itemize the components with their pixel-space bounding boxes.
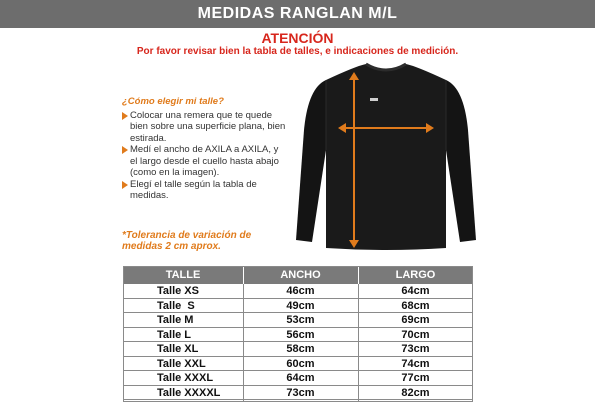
- length-cell: 70cm: [401, 328, 430, 341]
- column-divider: [358, 284, 359, 402]
- column-header-talle: TALLE: [165, 269, 201, 281]
- table-row: [123, 328, 473, 343]
- page-title: MEDIDAS RANGLAN M/L: [0, 0, 595, 28]
- size-cell: Talle XXXXL: [157, 386, 221, 399]
- column-divider: [243, 284, 244, 402]
- arrow-right-icon: [122, 112, 128, 120]
- width-cell: 53cm: [286, 314, 315, 326]
- length-cell: 69cm: [401, 314, 430, 326]
- size-cell: Talle S: [157, 299, 195, 312]
- size-cell: Talle M: [157, 314, 194, 326]
- tolerance-note: *Tolerancia de variación de medidas 2 cm aprox.: [122, 230, 252, 252]
- instruction-step: [122, 179, 287, 202]
- size-cell: Talle XL: [157, 343, 199, 355]
- size-cell: Talle L: [157, 328, 192, 341]
- size-table: [123, 266, 473, 400]
- width-cell: 49cm: [286, 299, 315, 312]
- table-row: [123, 371, 473, 386]
- header-divider: [358, 266, 359, 284]
- table-row: [123, 299, 473, 314]
- size-guide-instructions: [122, 96, 287, 202]
- length-cell: 68cm: [401, 299, 430, 312]
- instructions-title: ¿Cómo elegir mi talle?: [122, 96, 224, 107]
- table-row: [123, 313, 473, 328]
- size-cell: Talle XS: [157, 285, 199, 297]
- length-cell: 82cm: [401, 386, 430, 399]
- instruction-text: Medí el ancho de AXILA a AXILA, y el largo desde el cuello hasta abajo (como en la imagen).: [130, 144, 279, 178]
- attention-subtitle: Por favor revisar bien la tabla de talles, e indicaciones de medición.: [136, 46, 459, 57]
- table-header: [123, 266, 473, 284]
- length-cell: 73cm: [401, 343, 430, 355]
- arrow-right-icon: [122, 181, 128, 189]
- width-cell: 58cm: [286, 343, 315, 355]
- width-cell: 46cm: [286, 285, 315, 297]
- width-cell: 73cm: [286, 386, 315, 399]
- arrow-right-icon: [122, 146, 128, 154]
- size-cell: Talle XXXL: [157, 372, 214, 384]
- length-cell: 74cm: [401, 357, 430, 370]
- table-row: [123, 386, 473, 401]
- header-divider: [243, 266, 244, 284]
- length-cell: 77cm: [401, 372, 430, 384]
- length-cell: 64cm: [401, 285, 430, 297]
- instruction-text: Elegí el talle según la tabla de medidas.: [130, 178, 257, 201]
- size-cell: Talle XXL: [157, 357, 206, 370]
- column-header-largo: LARGO: [395, 269, 436, 281]
- instruction-step: [122, 144, 287, 179]
- width-cell: 56cm: [286, 328, 315, 341]
- logo-icon: [370, 98, 378, 101]
- table-row: [123, 284, 473, 299]
- width-cell: 64cm: [286, 372, 315, 384]
- shirt-illustration: [286, 60, 486, 252]
- instruction-text: Colocar una remera que te quede bien sobre una superficie plana, bien estirada.: [130, 109, 286, 144]
- table-row: [123, 342, 473, 357]
- column-header-ancho: ANCHO: [280, 269, 321, 281]
- attention-title: ATENCIÓN: [261, 30, 334, 46]
- width-cell: 60cm: [286, 357, 315, 370]
- table-row: [123, 357, 473, 372]
- instruction-step: [122, 110, 287, 145]
